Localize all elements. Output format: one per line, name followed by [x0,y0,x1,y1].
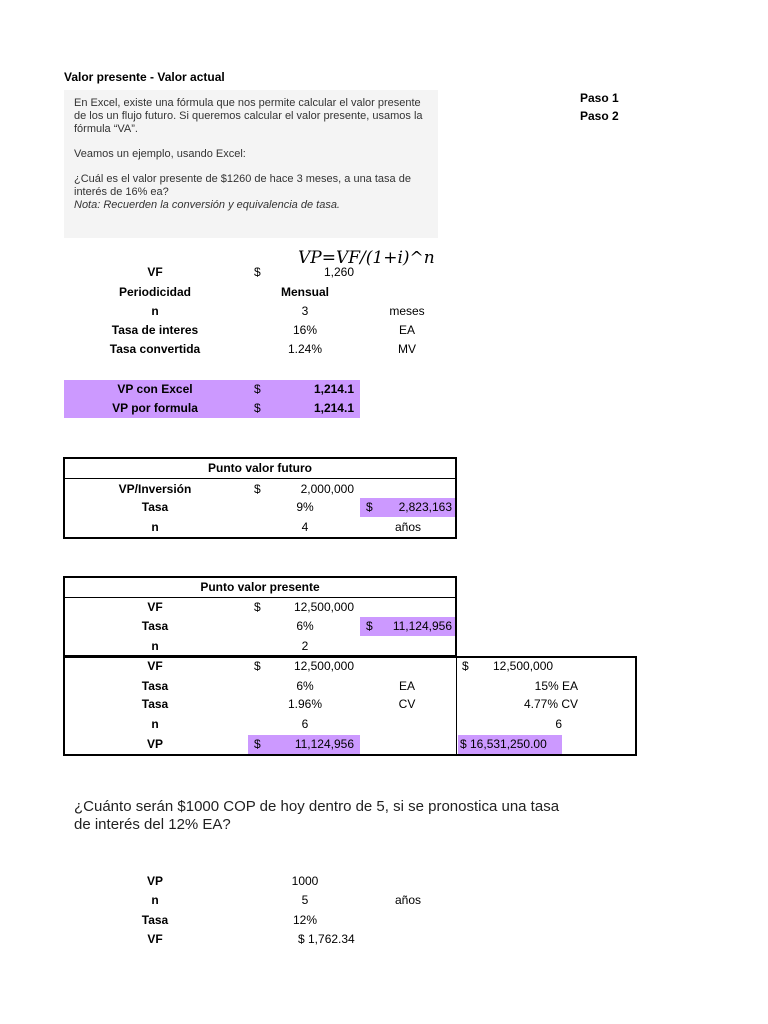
future-vp-currency: $ [254,482,261,496]
side-n: 6 [555,717,562,731]
present-b-n-value: 6 [301,717,309,731]
present-b-vp-value: 11,124,956 [294,737,354,751]
future-n-label: n [151,520,159,534]
converted-rate-label: Tasa convertida [109,342,201,356]
present-b-vf-value: 12,500,000 [293,659,354,673]
n-value: 3 [301,304,309,318]
periodicity-value: Mensual [280,285,329,299]
present-b-rate2-label: Tasa [141,697,169,711]
ex3-vf-label: VF [147,932,163,946]
present-vf-value: 12,500,000 [293,600,354,614]
vf-currency: $ [254,265,261,279]
step-2: Paso 2 [580,109,619,123]
present-result-currency: $ [366,619,373,633]
present-n-label: n [151,639,159,653]
future-rate-label: Tasa [141,500,169,514]
present-b-vf-currency: $ [254,659,261,673]
n-label: n [151,304,159,318]
present-b-n-label: n [151,717,159,731]
present-vf-currency: $ [254,600,261,614]
converted-rate-unit: MV [398,342,416,356]
side-vp: $ 16,531,250.00 [460,737,547,751]
intro-note: Nota: Recuerden la conversión y equivalencia de tasa. [74,199,340,211]
intro-paragraph-1: En Excel, existe una fórmula que nos permite calcular el valor presente de los un flujo futuro. Si queremos calcular el valor presente, usamos la fórmula “VA”. [74,97,423,135]
vp-excel-currency: $ [254,382,261,396]
present-result-value: 11,124,956 [392,619,452,633]
future-n-value: 4 [301,520,309,534]
exercise-question: ¿Cuánto serán $1000 COP de hoy dentro de 5, si se pronostica una tasa de interés del 12% EA? [74,798,560,833]
intro-question: ¿Cuál es el valor presente de $1260 de hace 3 meses, a una tasa de interés de 16% ea? [74,173,411,198]
present-b-vp-currency: $ [254,737,261,751]
present-side-divider [456,656,457,756]
ex3-vp-value: 1000 [291,874,319,888]
vf-value: 1,260 [323,265,354,279]
formula: VP=VF/(1+i)^n [298,248,435,268]
present-b-rate2-unit: CV [398,697,416,711]
future-vp-label: VP/Inversión [118,482,192,496]
present-b-vf-label: VF [147,659,163,673]
ex3-n-value: 5 [301,893,309,907]
present-n-value: 2 [301,639,309,653]
future-value-header-divider [63,478,457,479]
vp-formula-label: VP por formula [112,401,198,415]
side-rate2: 4.77% CV [523,697,578,711]
step-1: Paso 1 [580,91,619,105]
present-rate-label: Tasa [141,619,169,633]
vp-formula-value: 1,214.1 [313,401,354,415]
future-result-currency: $ [366,500,373,514]
side-vf-value: 12,500,000 [493,659,554,673]
ex3-n-label: n [151,893,159,907]
ex3-vf-value: $ 1,762.34 [298,932,355,946]
rate-value: 16% [292,323,318,337]
future-value-header: Punto valor futuro [208,461,312,475]
vp-excel-value: 1,214.1 [313,382,354,396]
present-b-rate-label: Tasa [141,679,169,693]
intro-paragraph-2: Veamos un ejemplo, usando Excel: [74,148,246,160]
present-vf-label: VF [147,600,163,614]
ex3-vp-label: VP [146,874,163,888]
page-title: Valor presente - Valor actual [64,70,225,84]
present-value-header: Punto valor presente [200,580,320,594]
present-b-rate2-value: 1.96% [287,697,323,711]
converted-rate-value: 1.24% [287,342,323,356]
future-rate-value: 9% [296,500,314,514]
ex3-n-unit: años [395,893,422,907]
vp-excel-label: VP con Excel [117,382,193,396]
ex3-rate-value: 12% [292,913,318,927]
side-rate: 15% EA [534,679,578,693]
ex3-rate-label: Tasa [141,913,169,927]
rate-unit: EA [398,323,415,337]
vp-formula-currency: $ [254,401,261,415]
n-unit: meses [389,304,425,318]
present-rate-value: 6% [296,619,314,633]
future-result-value: 2,823,163 [398,500,452,514]
rate-label: Tasa de interes [111,323,199,337]
future-vp-value: 2,000,000 [300,482,354,496]
side-vf-currency: $ [462,659,469,673]
future-n-unit: años [395,520,422,534]
present-b-vp-label: VP [146,737,163,751]
vf-label: VF [147,265,163,279]
periodicity-label: Periodicidad [118,285,192,299]
intro-textbox [64,90,438,238]
present-b-rate-value: 6% [296,679,314,693]
present-b-rate-unit: EA [398,679,415,693]
